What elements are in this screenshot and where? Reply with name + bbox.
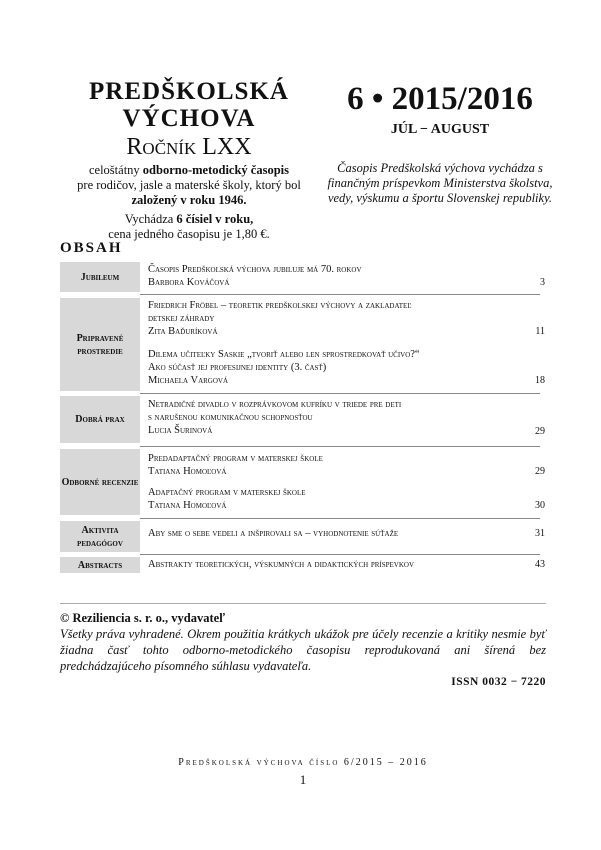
section-pripravene-prostredie: Pripravené prostredie [60, 298, 140, 391]
toc-entry [148, 558, 528, 571]
section-odborne-recenzie: Odborné recenzie [60, 449, 140, 515]
divider-line [140, 446, 540, 447]
toc-entry [148, 486, 528, 512]
entry-author: Zita Baďuríková [148, 326, 218, 337]
toc-entry [148, 348, 528, 387]
desc-part-a: celoštátny [88, 163, 143, 177]
page-ref: 29 [535, 426, 545, 437]
section-dobra-prax: Dobrá prax [60, 396, 140, 443]
entry-author: Tatiana Homoľová [148, 500, 227, 511]
entry-title: Dilema učiteľky Saskie „tvoriť alebo len sprostredkovať učivo?“ [148, 349, 420, 360]
desc-part-d: založený v roku 1946. [131, 193, 247, 207]
desc-part-c: pre rodičov, jasle a materské školy, ktorý bol [77, 178, 301, 192]
entry-title: Predadaptačný program v materskej škole [148, 453, 323, 464]
volume-label: Ročník LXX [126, 134, 252, 160]
entry-title: Friedrich Fröbel – teoretik predškolskej výchovy a zakladateľ [148, 300, 412, 311]
freq-part-a: Vychádza [124, 212, 177, 226]
entry-title: Aby sme o sebe vedeli a inšpirovali sa – vyhodnotenie súťaže [148, 528, 399, 539]
publisher-line [60, 610, 225, 626]
publisher-name: © Reziliencia s. r. o., vydavateľ [60, 611, 226, 625]
page-ref: 3 [540, 277, 545, 288]
section-jubileum: Jubileum [60, 262, 140, 292]
page-number: 1 [299, 772, 307, 787]
section-abstracts: Abstracts [60, 557, 140, 573]
entry-title: Adaptačný program v materskej škole [148, 487, 306, 498]
entry-title-cont: Ako súčasť jej profesijnej identity (3. časť) [148, 362, 327, 373]
running-footer: Predškolská výchova číslo 6/2015 – 2016 [178, 757, 428, 768]
magazine-title-line1: PREDŠKOLSKÁ [89, 78, 289, 105]
price-info: cena jedného časopisu je 1,80 €. [108, 227, 270, 241]
page-ref: 30 [535, 500, 545, 511]
divider-line [140, 554, 540, 555]
section-aktivita-pedagogov: Aktivita pedagógov [60, 521, 140, 552]
magazine-title-line2: VÝCHOVA [122, 105, 256, 132]
entry-author: Tatiana Homoľová [148, 466, 227, 477]
masthead [58, 78, 320, 242]
freq-part-b: 6 čísiel v roku, [176, 212, 254, 226]
divider-line [140, 294, 540, 295]
issue-number: 6 • 2015/2016 [347, 81, 533, 117]
desc-part-b: odborno-metodický časopis [142, 163, 289, 177]
issue-months: JÚL − AUGUST [390, 122, 490, 137]
toc-entry [148, 263, 528, 289]
toc-entry [148, 398, 528, 437]
page-ref: 43 [535, 559, 545, 570]
page-ref: 11 [535, 326, 545, 337]
page-ref: 29 [535, 466, 545, 477]
contents-heading: OBSAH [60, 240, 123, 256]
issn: ISSN 0032 − 7220 [451, 676, 546, 688]
toc-entry [148, 299, 528, 338]
entry-author: Michaela Vargová [148, 375, 229, 386]
toc-entry [148, 527, 528, 540]
entry-title-cont: s narušenou komunikačnou schopnosťou [148, 412, 313, 423]
toc-entry [148, 452, 528, 478]
divider-line [140, 518, 540, 519]
entry-title-cont: detskej záhrady [148, 313, 215, 324]
entry-author: Lucia Šurinová [148, 425, 213, 436]
issue-info [320, 80, 560, 206]
page-ref: 31 [535, 528, 545, 539]
entry-author: Barbora Kováčová [148, 277, 230, 288]
divider-line [140, 393, 540, 394]
rights-notice: Všetky práva vyhradené. Okrem použitia krátkych ukážok pre účely recenzie a kritiky nesmie byť žiadna časť tohto odborno-metodického časopisu reprodukovaná ani šírená bez predchádzajúceho písomného súhlasu vydavateľa. [60, 627, 546, 673]
separator-line [60, 603, 546, 604]
entry-title: Netradičné divadlo v rozprávkovom kufríku v triede pre deti [148, 399, 402, 410]
magazine-description [58, 163, 320, 208]
frequency-info [58, 212, 320, 242]
page-ref: 18 [535, 375, 545, 386]
entry-title: Abstrakty teoretických, výskumných a didaktických príspevkov [148, 559, 415, 570]
funding-note: Časopis Predškolská výchova vychádza s finančným príspevkom Ministerstva školstva, vedy, výskumu a športu Slovenskej republiky. [327, 161, 553, 205]
entry-title: Časopis Predškolská výchova jubiluje má 70. rokov [148, 264, 362, 275]
